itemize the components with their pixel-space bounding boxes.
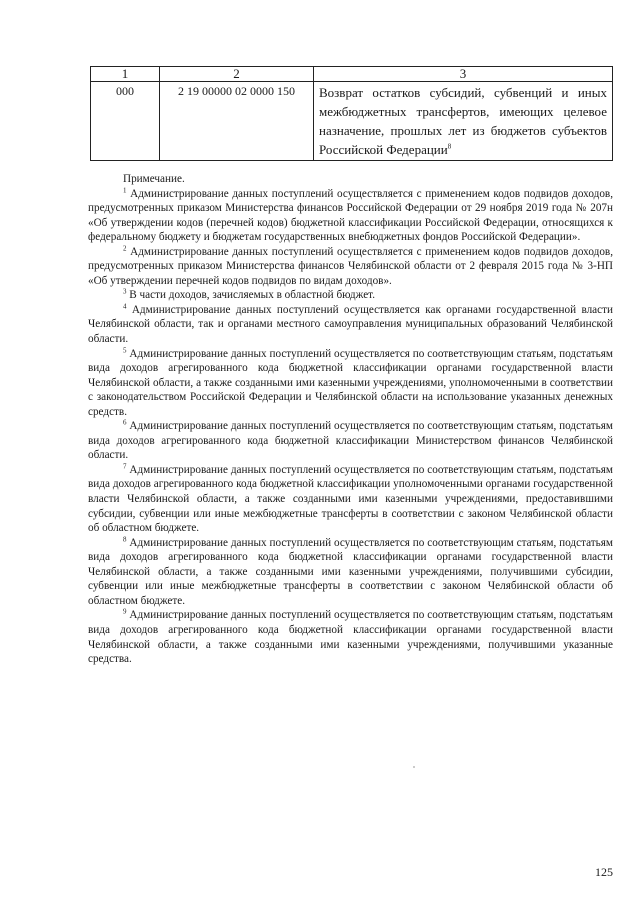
revenue-code-table bbox=[90, 66, 613, 161]
revenue-name-text: Возврат остатков субсидий, субвенций и иных межбюджетных трансфертов, имеющих целевое назначение, прошлых лет из бюджетов субъектов Российской Федерации bbox=[319, 85, 607, 157]
footnote-8 bbox=[88, 536, 613, 609]
budget-code-cell: 2 19 00000 02 0000 150 bbox=[160, 82, 314, 161]
revenue-name-cell bbox=[314, 82, 613, 161]
table-row bbox=[91, 82, 613, 161]
table-header-row bbox=[91, 67, 613, 82]
footnote-mark: 1 bbox=[123, 185, 127, 194]
footnote-text: Администрирование данных поступлений осуществляется с применением кодов подвидов доходов, предусмотренных приказом Министерства финансов Челябинской области от 2 февраля 2015 года № 3-НП «Об утверждении перечней кодов подвидов по видам доходов». bbox=[88, 245, 613, 287]
footnote-6 bbox=[88, 419, 613, 463]
page-number: 125 bbox=[595, 865, 613, 879]
notes-section bbox=[88, 172, 613, 667]
footnote-mark: 7 bbox=[123, 462, 127, 471]
footnote-text: Администрирование данных поступлений осуществляется по соответствующим статьям, подстатьям вида доходов агрегированного кода бюджетной классификации Министерством финансов Челябинской области. bbox=[88, 420, 613, 462]
footnote-5 bbox=[88, 347, 613, 420]
footnote-9 bbox=[88, 608, 613, 666]
footnote-2 bbox=[88, 245, 613, 289]
admin-code-cell: 000 bbox=[91, 82, 160, 161]
footnote-text: Администрирование данных поступлений осуществляется по соответствующим статьям, подстатьям вида доходов агрегированного кода бюджетной классификации органами государственной власти Челябинской области, а также созданными ими казенными учреждениями, получившими субсидии, субвенции или иные межбюджетные трансферты в соответствии с законом Челябинской области об областном бюджете. bbox=[88, 536, 613, 607]
footnote-7 bbox=[88, 463, 613, 536]
footnote-text: Администрирование данных поступлений осуществляется по соответствующим статьям, подстатьям вида доходов агрегированного кода бюджетной классификации уполномоченными органами государственной власти Челябинской области, а также созданными ими казенными учреждениями, предоставившими субсидии, субвенции или иные межбюджетные трансферты в соответствии с законом Челябинской области об областном бюджете. bbox=[88, 463, 613, 535]
footnote-text: Администрирование данных поступлений осуществляется по соответствующим статьям, подстатьям вида доходов агрегированного кода бюджетной классификации органами государственной власти Челябинской области, а также созданными ими казенными учреждениями, уполномоченными в соответствии с законодательством Российской Федерации и Челябинской области на использование указанных денежных средств. bbox=[88, 347, 613, 418]
footnote-mark: 2 bbox=[123, 244, 127, 252]
header-col-3: 3 bbox=[314, 67, 613, 82]
footnote-mark: 8 bbox=[123, 534, 127, 543]
footnote-mark: 9 bbox=[123, 607, 127, 616]
footnote-text: Администрирование данных поступлений осуществляется как органами государственной власти Челябинской области, так и органами местного самоуправления муниципальных образований Челябинской области. bbox=[88, 303, 613, 346]
notes-title: Примечание. bbox=[123, 173, 185, 185]
footnote-3 bbox=[88, 288, 613, 303]
footnote-text: Администрирование данных поступлений осуществляется с применением кодов подвидов доходов, предусмотренных приказом Министерства финансов Российской Федерации от 29 ноября 2019 года № 207н «Об утверждении кодов (перечней кодов) бюджетной классификации Российской Федерации, относящихся к федеральному бюджету и бюджетам государственных внебюджетных фондов Российской Федерации». bbox=[88, 187, 613, 244]
footnote-mark: 3 bbox=[123, 287, 127, 296]
footnote-ref: 8 bbox=[447, 142, 452, 151]
header-col-1: 1 bbox=[91, 67, 160, 82]
footnote-mark: 4 bbox=[123, 302, 127, 311]
footnote-text: В части доходов, зачисляемых в областной бюджет. bbox=[126, 289, 376, 302]
footnote-mark: 6 bbox=[123, 418, 127, 427]
footnote-mark: 5 bbox=[123, 345, 127, 354]
scan-speck bbox=[413, 766, 415, 768]
footnote-1 bbox=[88, 187, 613, 245]
header-col-2: 2 bbox=[160, 67, 314, 82]
footnote-4 bbox=[88, 303, 613, 347]
footnote-text: Администрирование данных поступлений осуществляется по соответствующим статьям, подстатьям вида доходов агрегированного кода бюджетной классификации органами государственной власти Челябинской области, а также созданными ими казенными учреждениями, получившими указанные средства. bbox=[88, 609, 613, 666]
